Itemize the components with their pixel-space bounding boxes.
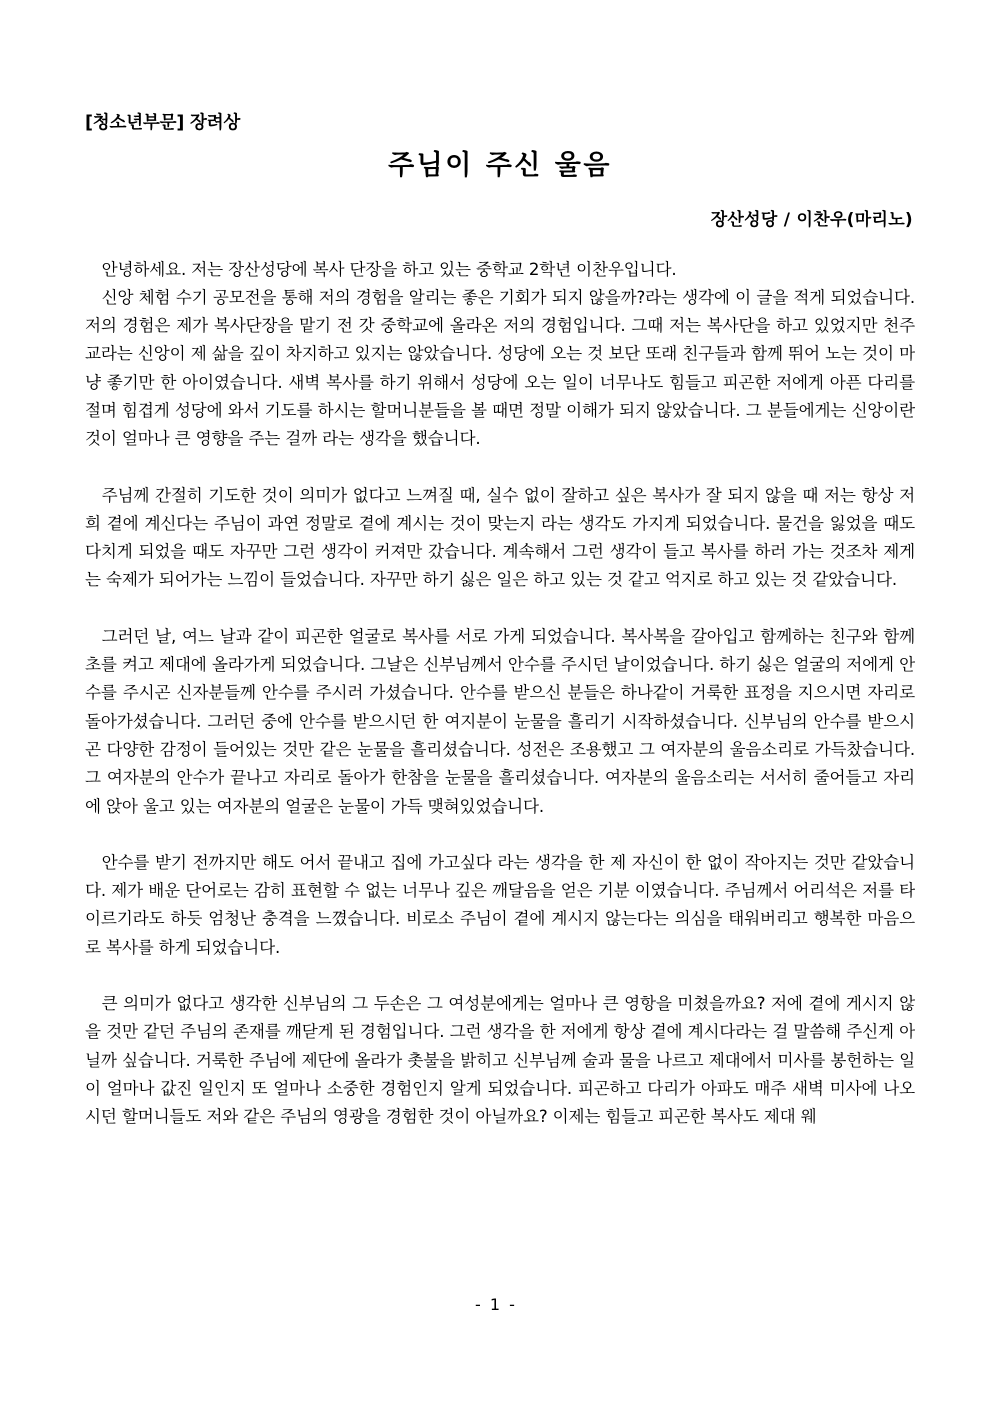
- paragraph: 주님께 간절히 기도한 것이 의미가 없다고 느껴질 때, 실수 없이 잘하고 싶은 복사가 잘 되지 않을 때 저는 항상 저희 곁에 계신다는 주님이 과연 정말로 곁에 계시는 것이 맞는지 라는 생각도 가지게 되었습니다. 물건을 잃었을 때도 다치게 되었을 때도 자꾸만 그런 생각이 커져만 갔습니다. 계속해서 그런 생각이 들고 복사를 하러 가는 것조차 제게는 숙제가 되어가는 느낌이 들었습니다. 자꾸만 하기 싫은 일은 하고 있는 것 같고 억지로 하고 있는 것 같았습니다.: [85, 485, 915, 590]
- author-byline: 장산성당 / 이찬우(마리노): [710, 209, 913, 230]
- page-number-footer: - 1 -: [475, 1295, 517, 1314]
- paragraph: 그러던 날, 여느 날과 같이 피곤한 얼굴로 복사를 서로 가게 되었습니다. 복사복을 갈아입고 함께하는 친구와 함께 초를 켜고 제대에 올라가게 되었습니다. 그날은 신부님께서 안수를 주시던 날이었습니다. 하기 싫은 얼굴의 저에게 안수를 주시곤 신자분들께 안수를 주시러 가셨습니다. 안수를 받으신 분들은 하나같이 거룩한 표정을 지으시면 자리로 돌아가셨습니다. 그러던 중에 안수를 받으시던 한 여지분이 눈물을 흘리기 시작하셨습니다. 신부님의 안수를 받으시곤 다양한 감정이 들어있는 것만 같은 눈물을 흘리셨습니다. 성전은 조용했고 그 여자분의 울음소리로 가득찼습니다. 그 여자분의 안수가 끝나고 자리로 돌아가 한참을 눈물을 흘리셨습니다. 여자분의 울음소리는 서서히 줄어들고 자리에 앉아 울고 있는 여자분의 얼굴은 눈물이 가득 맺혀있었습니다.: [85, 626, 915, 816]
- paragraph: 안수를 받기 전까지만 해도 어서 끝내고 집에 가고싶다 라는 생각을 한 제 자신이 한 없이 작아지는 것만 같았습니다. 제가 배운 단어로는 감히 표현할 수 없는 너무나 깊은 깨달음을 얻은 기분 이였습니다. 주님께서 어리석은 저를 타이르기라도 하듯 엄청난 충격을 느꼈습니다. 비로소 주님이 곁에 계시지 않는다는 의심을 태워버리고 행복한 마음으로 복사를 하게 되었습니다.: [85, 852, 915, 957]
- document-content: [85, 112, 915, 1132]
- page-title: 주님이 주신 울음: [388, 149, 612, 181]
- paragraph: 안녕하세요. 저는 장산성당에 복사 단장을 하고 있는 중학교 2학년 이찬우입니다.: [101, 259, 677, 279]
- paragraph: 큰 의미가 없다고 생각한 신부님의 그 두손은 그 여성분에게는 얼마나 큰 영항을 미쳤을까요? 저에 곁에 게시지 않을 것만 같던 주님의 존재를 깨닫게 된 경험입니다. 그런 생각을 한 저에게 항상 곁에 계시다라는 걸 말씀해 주신게 아닐까 싶습니다. 거룩한 주님에 제단에 올라가 촛불을 밝히고 신부님께 술과 물을 나르고 제대에서 미사를 봉헌하는 일이 얼마나 값진 일인지 또 얼마나 소중한 경험인지 알게 되었습니다. 피곤하고 다리가 아파도 매주 새벽 미사에 나오시던 할머니들도 저와 같은 주님의 영광을 경험한 것이 아닐까요? 이제는 힘들고 피곤한 복사도 제대 웨: [85, 994, 915, 1127]
- award-category-label: [청소년부문] 장려상: [85, 113, 241, 133]
- essay-body: [85, 256, 915, 1132]
- paragraph: 신앙 체험 수기 공모전을 통해 저의 경험을 알리는 좋은 기회가 되지 않을까?라는 생각에 이 글을 적게 되었습니다. 저의 경험은 제가 복사단장을 맡기 전 갓 중학교에 올라온 저의 경험입니다. 그때 저는 복사단을 하고 있었지만 천주교라는 신앙이 제 삶을 깊이 차지하고 있지는 않았습니다. 성당에 오는 것 보단 또래 친구들과 함께 뛰어 노는 것이 마냥 좋기만 한 아이였습니다. 새벽 복사를 하기 위해서 성당에 오는 일이 너무나도 힘들고 피곤한 저에게 아픈 다리를 절며 힘겹게 성당에 와서 기도를 하시는 할머니분들을 볼 때면 정말 이해가 되지 않았습니다. 그 분들에게는 신앙이란 것이 얼마나 큰 영향을 주는 걸까 라는 생각을 했습니다.: [85, 287, 915, 449]
